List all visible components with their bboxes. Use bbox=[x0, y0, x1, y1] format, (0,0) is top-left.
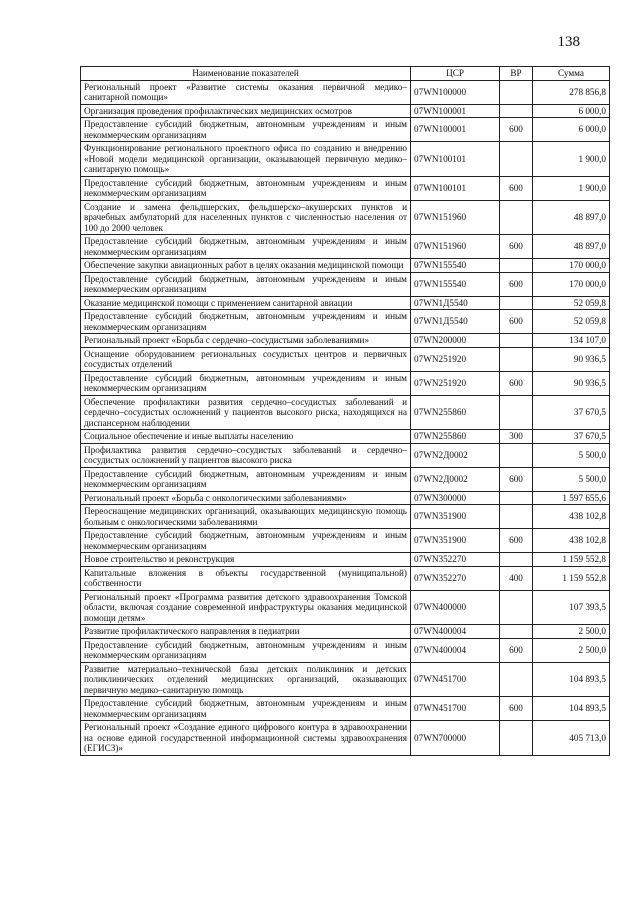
cell-name: Оказание медицинской помощи с применением санитарной авиации bbox=[81, 296, 411, 310]
cell-vr bbox=[500, 104, 533, 118]
cell-name: Обеспечение закупки авиационных работ в целях оказания медицинской помощи bbox=[81, 259, 411, 273]
table-row bbox=[81, 272, 610, 296]
table-row bbox=[81, 235, 610, 259]
table-row bbox=[81, 80, 610, 104]
cell-sum: 48 897,0 bbox=[533, 200, 610, 235]
cell-csr: 07WN100101 bbox=[411, 176, 500, 200]
header-vr: ВР bbox=[500, 67, 533, 81]
cell-sum: 278 856,8 bbox=[533, 80, 610, 104]
cell-sum: 52 059,8 bbox=[533, 296, 610, 310]
budget-table bbox=[80, 66, 610, 756]
table-row bbox=[81, 104, 610, 118]
cell-vr bbox=[500, 259, 533, 273]
cell-csr: 07WN351900 bbox=[411, 505, 500, 529]
cell-name: Предоставление субсидий бюджетным, автономным учреждениям и иным некоммерческим организациям bbox=[81, 235, 411, 259]
cell-name: Региональный проект «Создание единого цифрового контура в здравоохранении на основе единой государственной информационной системы здравоохранения (ЕГИСЗ)» bbox=[81, 721, 411, 756]
cell-vr: 600 bbox=[500, 697, 533, 721]
cell-name: Создание и замена фельдшерских, фельдшерско–акушерских пунктов и врачебных амбулаторий для населенных пунктов с численностью населения от 100 до 2000 человек bbox=[81, 200, 411, 235]
cell-vr: 600 bbox=[500, 118, 533, 142]
cell-sum: 1 900,0 bbox=[533, 176, 610, 200]
cell-sum: 6 000,0 bbox=[533, 104, 610, 118]
cell-vr bbox=[500, 625, 533, 639]
cell-name: Функционирование регионального проектного офиса по созданию и внедрению «Новой модели медицинской организации, оказывающей первичную медико–санитарную помощь» bbox=[81, 142, 411, 177]
table-row bbox=[81, 590, 610, 625]
cell-name: Профилактика развития сердечно–сосудистых заболеваний и сердечно–сосудистых осложнений у пациентов высокого риска bbox=[81, 443, 411, 467]
cell-csr: 07WN151960 bbox=[411, 235, 500, 259]
table-row bbox=[81, 334, 610, 348]
table-row bbox=[81, 347, 610, 371]
cell-sum: 48 897,0 bbox=[533, 235, 610, 259]
cell-name: Региональный проект «Программа развития детского здравоохранения Томской области, включая создание современной инфраструктуры оказания медицинской помощи детям» bbox=[81, 590, 411, 625]
table-row bbox=[81, 395, 610, 430]
cell-name: Региональный проект «Борьба с онкологическими заболеваниями» bbox=[81, 491, 411, 505]
cell-name: Предоставление субсидий бюджетным, автономным учреждениям и иным некоммерческим организациям bbox=[81, 638, 411, 662]
table-body bbox=[81, 80, 610, 755]
cell-csr: 07WN700000 bbox=[411, 721, 500, 756]
table-row bbox=[81, 553, 610, 567]
cell-csr: 07WN451700 bbox=[411, 697, 500, 721]
cell-sum: 1 900,0 bbox=[533, 142, 610, 177]
header-sum: Сумма bbox=[533, 67, 610, 81]
cell-sum: 438 102,8 bbox=[533, 505, 610, 529]
cell-vr bbox=[500, 347, 533, 371]
cell-vr bbox=[500, 662, 533, 697]
header-name: Наименование показателей bbox=[81, 67, 411, 81]
cell-csr: 07WN1Д5540 bbox=[411, 310, 500, 334]
cell-vr bbox=[500, 721, 533, 756]
cell-csr: 07WN300000 bbox=[411, 491, 500, 505]
cell-name: Предоставление субсидий бюджетным, автономным учреждениям и иным некоммерческим организациям bbox=[81, 697, 411, 721]
cell-sum: 37 670,5 bbox=[533, 430, 610, 444]
cell-csr: 07WN251920 bbox=[411, 371, 500, 395]
cell-sum: 6 000,0 bbox=[533, 118, 610, 142]
cell-name: Переоснащение медицинских организаций, оказывающих медицинскую помощь больным с онкологическими заболеваниями bbox=[81, 505, 411, 529]
cell-vr: 600 bbox=[500, 272, 533, 296]
table-row bbox=[81, 371, 610, 395]
cell-sum: 1 597 655,6 bbox=[533, 491, 610, 505]
cell-sum: 104 893,5 bbox=[533, 662, 610, 697]
cell-vr bbox=[500, 80, 533, 104]
table-row bbox=[81, 467, 610, 491]
cell-vr bbox=[500, 590, 533, 625]
cell-vr bbox=[500, 491, 533, 505]
cell-vr: 600 bbox=[500, 529, 533, 553]
cell-sum: 134 107,0 bbox=[533, 334, 610, 348]
cell-csr: 07WN400000 bbox=[411, 590, 500, 625]
cell-sum: 52 059,8 bbox=[533, 310, 610, 334]
cell-csr: 07WN100000 bbox=[411, 80, 500, 104]
table-row bbox=[81, 443, 610, 467]
cell-vr: 600 bbox=[500, 638, 533, 662]
cell-vr: 600 bbox=[500, 176, 533, 200]
cell-csr: 07WN2Д0002 bbox=[411, 467, 500, 491]
cell-csr: 07WN351900 bbox=[411, 529, 500, 553]
cell-vr bbox=[500, 395, 533, 430]
cell-vr: 600 bbox=[500, 371, 533, 395]
cell-name: Региональный проект «Борьба с сердечно–сосудистыми заболеваниями» bbox=[81, 334, 411, 348]
cell-name: Предоставление субсидий бюджетным, автономным учреждениям и иным некоммерческим организациям bbox=[81, 310, 411, 334]
table-row bbox=[81, 310, 610, 334]
cell-vr bbox=[500, 296, 533, 310]
cell-name: Предоставление субсидий бюджетным, автономным учреждениям и иным некоммерческим организациям bbox=[81, 371, 411, 395]
cell-csr: 07WN100001 bbox=[411, 118, 500, 142]
cell-name: Предоставление субсидий бюджетным, автономным учреждениям и иным некоммерческим организациям bbox=[81, 176, 411, 200]
cell-name: Организация проведения профилактических медицинских осмотров bbox=[81, 104, 411, 118]
table-row bbox=[81, 625, 610, 639]
cell-csr: 07WN255860 bbox=[411, 430, 500, 444]
cell-sum: 1 159 552,8 bbox=[533, 553, 610, 567]
cell-vr: 600 bbox=[500, 235, 533, 259]
cell-csr: 07WN100101 bbox=[411, 142, 500, 177]
table-row bbox=[81, 529, 610, 553]
cell-csr: 07WN100001 bbox=[411, 104, 500, 118]
cell-vr: 600 bbox=[500, 310, 533, 334]
cell-sum: 90 936,5 bbox=[533, 371, 610, 395]
cell-sum: 5 500,0 bbox=[533, 467, 610, 491]
cell-csr: 07WN352270 bbox=[411, 566, 500, 590]
table-row bbox=[81, 296, 610, 310]
cell-sum: 90 936,5 bbox=[533, 347, 610, 371]
cell-sum: 2 500,0 bbox=[533, 625, 610, 639]
cell-vr bbox=[500, 505, 533, 529]
cell-vr: 300 bbox=[500, 430, 533, 444]
table-row bbox=[81, 491, 610, 505]
cell-sum: 37 670,5 bbox=[533, 395, 610, 430]
table-row bbox=[81, 118, 610, 142]
cell-vr bbox=[500, 334, 533, 348]
cell-name: Предоставление субсидий бюджетным, автономным учреждениям и иным некоммерческим организациям bbox=[81, 529, 411, 553]
cell-sum: 5 500,0 bbox=[533, 443, 610, 467]
cell-sum: 405 713,0 bbox=[533, 721, 610, 756]
table-row bbox=[81, 721, 610, 756]
cell-name: Обеспечение профилактики развития сердечно–сосудистых заболеваний и сердечно–сосудистых осложнений у пациентов высокого риска, находящихся на диспансерном наблюдении bbox=[81, 395, 411, 430]
cell-name: Предоставление субсидий бюджетным, автономным учреждениям и иным некоммерческим организациям bbox=[81, 272, 411, 296]
cell-sum: 1 159 552,8 bbox=[533, 566, 610, 590]
header-csr: ЦСР bbox=[411, 67, 500, 81]
cell-sum: 170 000,0 bbox=[533, 259, 610, 273]
cell-name: Предоставление субсидий бюджетным, автономным учреждениям и иным некоммерческим организациям bbox=[81, 467, 411, 491]
cell-csr: 07WN2Д0002 bbox=[411, 443, 500, 467]
cell-csr: 07WN451700 bbox=[411, 662, 500, 697]
cell-vr bbox=[500, 553, 533, 567]
table-row bbox=[81, 142, 610, 177]
cell-csr: 07WN155540 bbox=[411, 272, 500, 296]
cell-vr bbox=[500, 200, 533, 235]
table-row bbox=[81, 697, 610, 721]
cell-csr: 07WN155540 bbox=[411, 259, 500, 273]
table-row bbox=[81, 176, 610, 200]
cell-name: Оснащение оборудованием региональных сосудистых центров и первичных сосудистых отделений bbox=[81, 347, 411, 371]
page-number: 138 bbox=[557, 34, 580, 50]
cell-sum: 170 000,0 bbox=[533, 272, 610, 296]
table-row bbox=[81, 638, 610, 662]
cell-csr: 07WN1Д5540 bbox=[411, 296, 500, 310]
cell-vr: 400 bbox=[500, 566, 533, 590]
table-row bbox=[81, 259, 610, 273]
cell-csr: 07WN251920 bbox=[411, 347, 500, 371]
cell-name: Капитальные вложения в объекты государственной (муниципальной) собственности bbox=[81, 566, 411, 590]
cell-name: Развитие материально–технической базы детских поликлиник и детских поликлинических отделений медицинских организаций, оказывающих первичную медико–санитарную помощь bbox=[81, 662, 411, 697]
cell-name: Социальное обеспечение и иные выплаты населению bbox=[81, 430, 411, 444]
cell-sum: 2 500,0 bbox=[533, 638, 610, 662]
cell-name: Новое строительство и реконструкция bbox=[81, 553, 411, 567]
cell-sum: 107 393,5 bbox=[533, 590, 610, 625]
cell-vr bbox=[500, 443, 533, 467]
cell-csr: 07WN200000 bbox=[411, 334, 500, 348]
cell-csr: 07WN400004 bbox=[411, 638, 500, 662]
cell-csr: 07WN352270 bbox=[411, 553, 500, 567]
cell-vr: 600 bbox=[500, 467, 533, 491]
table-row bbox=[81, 430, 610, 444]
cell-csr: 07WN400004 bbox=[411, 625, 500, 639]
cell-csr: 07WN255860 bbox=[411, 395, 500, 430]
table-row bbox=[81, 505, 610, 529]
cell-sum: 438 102,8 bbox=[533, 529, 610, 553]
table-row bbox=[81, 200, 610, 235]
cell-name: Предоставление субсидий бюджетным, автономным учреждениям и иным некоммерческим организациям bbox=[81, 118, 411, 142]
table-row bbox=[81, 566, 610, 590]
cell-csr: 07WN151960 bbox=[411, 200, 500, 235]
cell-sum: 104 893,5 bbox=[533, 697, 610, 721]
cell-name: Развитие профилактического направления в педиатрии bbox=[81, 625, 411, 639]
table-header-row bbox=[81, 67, 610, 81]
table-row bbox=[81, 662, 610, 697]
cell-vr bbox=[500, 142, 533, 177]
cell-name: Региональный проект «Развитие системы оказания первичной медико–санитарной помощи» bbox=[81, 80, 411, 104]
